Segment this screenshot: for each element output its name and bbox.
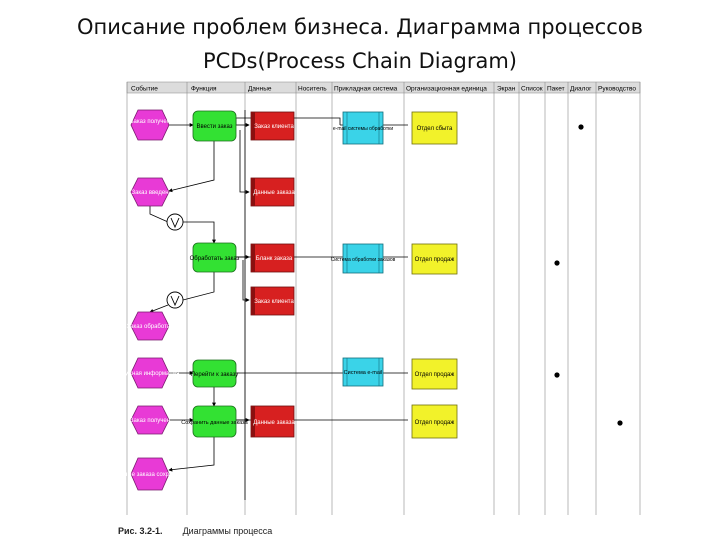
app-system-1-label: e-mail системы обработки: [332, 126, 394, 132]
function-1: [193, 111, 236, 141]
data-object-1: [251, 112, 294, 140]
svg-text:Заказ обработан: [127, 324, 174, 330]
col-header-manual: Руководство: [598, 85, 636, 93]
col-header-app-system: Прикладная система: [334, 85, 398, 93]
svg-text:Отдел продаж: [415, 420, 455, 426]
data-object-5-label: Данные заказа: [253, 420, 295, 426]
svg-text:Заказ получен: [130, 418, 170, 424]
function-4-label: Сохранить данные заказа: [181, 420, 248, 426]
col-header-org-unit: Организационная единица: [406, 85, 487, 93]
data-object-2-label: Данные заказа: [253, 190, 295, 196]
svg-text:Перейти к заказу: [191, 371, 239, 378]
org-unit-4-label: Отдел продаж: [414, 420, 455, 426]
marker-dot-1: [578, 124, 583, 129]
figure-number: Рис. 3.2-1.: [118, 526, 163, 536]
event-2-label: Заказ введен: [131, 190, 169, 196]
function-2: [190, 243, 240, 272]
marker-dot-4: [617, 420, 622, 425]
org-unit-1-label: Отдел сбыта: [416, 126, 453, 132]
app-system-1: [333, 112, 393, 144]
xor-connector-2: [167, 292, 183, 308]
event-5: [130, 406, 170, 434]
svg-text:Нужная информация: [121, 371, 180, 377]
svg-text:Бланк заказа: [256, 256, 293, 262]
svg-text:Отдел сбыта: [417, 126, 453, 132]
org-unit-2-label: Отдел продаж: [414, 257, 455, 263]
svg-text:Отдел продаж: [415, 257, 455, 263]
col-header-dialog: Диалог: [570, 85, 592, 93]
svg-text:Система e-mail: [344, 370, 383, 376]
data-object-3-label: Бланк заказа: [255, 256, 293, 262]
event-1: [130, 110, 170, 140]
svg-text:Обработать заказ: [190, 256, 240, 262]
event-6: [113, 458, 187, 490]
function-1-label: Ввести заказ: [196, 124, 233, 130]
data-object-1-label: Заказ клиента: [254, 124, 294, 130]
svg-text:Заказ введен: [131, 190, 168, 196]
svg-text:Отдел продаж: [415, 372, 455, 378]
org-unit-3: [412, 359, 457, 389]
app-system-3: [343, 358, 383, 386]
event-5-label: Заказ получен: [129, 418, 171, 424]
data-object-2: [251, 178, 295, 206]
col-header-screen: Экран: [497, 85, 516, 93]
col-header-event: Событие: [131, 85, 158, 93]
marker-dot-3: [554, 372, 559, 377]
xor-connector-1: [167, 214, 183, 230]
slide-title-line-1: Описание проблем бизнеса. Диаграмма процессов: [76, 15, 643, 39]
svg-text:Данные заказа: [253, 190, 295, 196]
data-object-5: [251, 406, 295, 437]
app-system-2: [331, 244, 396, 273]
svg-text:Сохранить данные заказа: [181, 420, 248, 426]
event-3: [127, 312, 174, 340]
event-1-label: Заказ получен: [129, 119, 171, 125]
svg-text:Данные заказа: [253, 420, 295, 426]
column-headers: [127, 82, 640, 93]
svg-text:Данные заказа сохранены: [113, 472, 187, 478]
svg-text:Заказ клиента: [254, 124, 294, 130]
svg-text:Система обработки заказов: [331, 257, 396, 263]
function-2-label: Обработать заказ: [189, 256, 240, 262]
slide-title-line-2: PCDs(Process Chain Diagram): [203, 49, 517, 73]
org-unit-4: [412, 405, 457, 438]
app-system-3-label: Система e-mail: [343, 370, 383, 376]
svg-text:Ввести заказ: [196, 124, 232, 130]
col-header-package: Пакет: [547, 85, 565, 93]
figure-caption-text: Диаграммы процесса: [182, 526, 273, 536]
function-3-label: Перейти к заказу: [190, 372, 239, 378]
col-header-function: Функция: [191, 85, 217, 93]
svg-text:Заказ получен: [130, 119, 170, 125]
data-object-3: [251, 244, 294, 272]
col-header-data: Данные: [248, 85, 272, 93]
event-2: [131, 178, 169, 206]
column-gridlines: [127, 82, 640, 515]
org-unit-2: [412, 244, 457, 274]
data-object-4: [251, 287, 294, 315]
figure-caption: [118, 526, 272, 536]
event-3-label: Заказ обработан: [126, 324, 174, 330]
col-header-carrier: Носитель: [298, 85, 327, 93]
svg-text:Заказ клиента: [254, 299, 294, 305]
data-object-4-label: Заказ клиента: [254, 299, 294, 305]
svg-text:e-mail системы обработки: [333, 126, 393, 132]
function-3: [191, 360, 239, 387]
event-4: [121, 358, 180, 388]
marker-dot-2: [554, 260, 559, 265]
col-header-list: Список: [521, 85, 543, 93]
app-system-2-label: Система обработки заказов: [330, 257, 396, 263]
org-unit-1: [412, 112, 457, 144]
function-4: [181, 406, 248, 437]
org-unit-3-label: Отдел продаж: [414, 372, 455, 378]
event-4-label: Нужная информация: [120, 371, 180, 377]
event-6-label: Данные заказа сохранены: [113, 472, 187, 478]
